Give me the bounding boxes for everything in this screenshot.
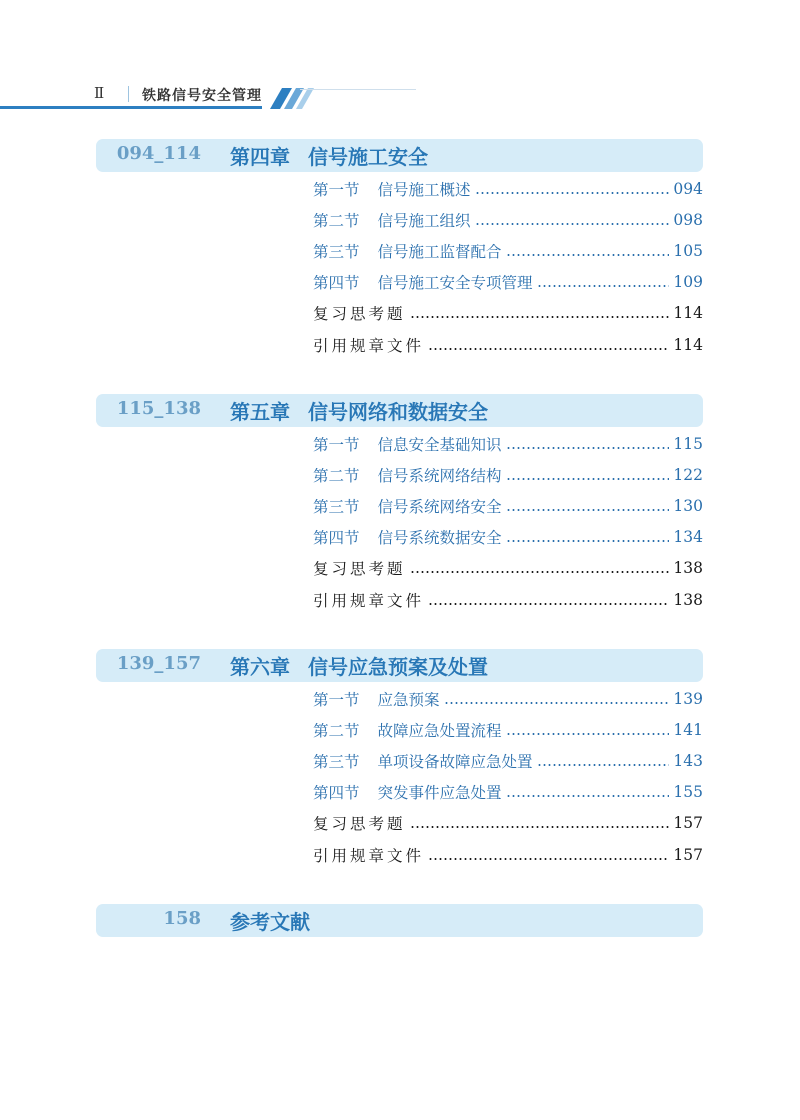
toc-references <box>96 904 703 937</box>
section-number: 第三节 <box>313 242 360 261</box>
chapter-bar[interactable] <box>96 394 703 427</box>
entry-title: 引用规章文件 <box>313 846 425 865</box>
section-number: 第一节 <box>313 690 360 709</box>
book-title: 铁路信号安全管理 <box>142 88 262 104</box>
section-number: 第一节 <box>313 435 360 454</box>
section-number: 第四节 <box>313 784 360 803</box>
references-bar[interactable] <box>96 904 703 937</box>
toc-entry[interactable] <box>313 714 703 745</box>
chapter-title: 信号应急预案及处置 <box>308 655 488 679</box>
entry-page: 109 <box>673 273 703 292</box>
toc-entry[interactable] <box>313 683 703 714</box>
references-page: 158 <box>163 908 201 929</box>
entry-page: 157 <box>673 845 703 864</box>
section-number: 第一节 <box>313 180 360 199</box>
leader-dots <box>428 348 669 350</box>
toc-entry[interactable] <box>313 777 703 808</box>
toc-entry[interactable] <box>313 173 703 204</box>
entry-page: 130 <box>673 496 703 515</box>
leader-dots <box>410 826 670 828</box>
entry-page: 115 <box>673 434 703 453</box>
leader-dots <box>444 702 670 704</box>
toc-entry[interactable] <box>313 428 703 459</box>
entry-page: 122 <box>673 465 703 484</box>
header-separator <box>128 86 129 102</box>
section-title: 应急预案 <box>377 690 440 709</box>
toc-entry[interactable] <box>313 490 703 521</box>
leader-dots <box>410 316 670 318</box>
section-number: 第三节 <box>313 752 360 771</box>
entry-title: 引用规章文件 <box>313 336 425 355</box>
entry-page: 105 <box>673 241 703 260</box>
entry-page: 098 <box>673 210 703 229</box>
toc-entry[interactable] <box>313 235 703 266</box>
leader-dots <box>475 192 670 194</box>
entry-page: 139 <box>673 689 703 708</box>
chapter-page-range: 115_138 <box>116 398 201 419</box>
toc-entry[interactable] <box>313 584 703 615</box>
toc-entry[interactable] <box>313 808 703 839</box>
leader-dots <box>506 540 670 542</box>
leader-dots <box>475 223 670 225</box>
section-title: 突发事件应急处置 <box>377 784 502 803</box>
chapter-page-range: 094_114 <box>116 143 201 164</box>
chapter-bar[interactable] <box>96 139 703 172</box>
entry-page: 134 <box>673 528 703 547</box>
leader-dots <box>506 478 670 480</box>
entry-page: 143 <box>673 751 703 770</box>
header-stripes-icon <box>262 88 322 109</box>
section-number: 第四节 <box>313 274 360 293</box>
page-number: Ⅱ <box>94 84 105 102</box>
entry-title: 复习思考题 <box>313 815 406 834</box>
chapter-number: 第六章 <box>230 655 290 679</box>
section-title: 信号施工安全专项管理 <box>377 274 533 293</box>
section-title: 信号施工监督配合 <box>377 242 502 261</box>
chapter-page-range: 139_157 <box>116 653 201 674</box>
chapter-title: 信号网络和数据安全 <box>308 400 488 424</box>
toc-entry[interactable] <box>313 745 703 776</box>
leader-dots <box>537 764 670 766</box>
section-title: 单项设备故障应急处置 <box>377 752 533 771</box>
references-title: 参考文献 <box>230 910 310 934</box>
toc-entry[interactable] <box>313 204 703 235</box>
entry-page: 138 <box>673 559 703 578</box>
leader-dots <box>506 447 670 449</box>
leader-dots <box>428 603 669 605</box>
section-number: 第二节 <box>313 466 360 485</box>
toc-entry[interactable] <box>313 329 703 360</box>
toc-entry[interactable] <box>313 298 703 329</box>
leader-dots <box>410 571 670 573</box>
entry-page: 114 <box>673 304 703 323</box>
section-number: 第二节 <box>313 211 360 230</box>
header-thin-rule <box>300 89 416 90</box>
toc-chapter <box>96 139 703 360</box>
leader-dots <box>506 509 670 511</box>
toc-entry[interactable] <box>313 553 703 584</box>
entry-page: 094 <box>673 179 703 198</box>
chapter-number: 第五章 <box>230 400 290 424</box>
leader-dots <box>506 254 670 256</box>
toc-entry[interactable] <box>313 522 703 553</box>
header-rule <box>0 106 262 109</box>
entry-title: 复习思考题 <box>313 560 406 579</box>
toc-entry[interactable] <box>313 459 703 490</box>
section-title: 信号施工概述 <box>377 180 471 199</box>
section-title: 故障应急处置流程 <box>377 721 502 740</box>
entry-title: 引用规章文件 <box>313 591 425 610</box>
section-number: 第二节 <box>313 721 360 740</box>
chapter-number: 第四章 <box>230 145 290 169</box>
entry-page: 114 <box>673 335 703 354</box>
leader-dots <box>537 285 670 287</box>
section-title: 信号系统网络结构 <box>377 466 502 485</box>
chapter-title: 信号施工安全 <box>308 145 428 169</box>
toc-entry[interactable] <box>313 267 703 298</box>
leader-dots <box>428 858 669 860</box>
section-number: 第四节 <box>313 529 360 548</box>
leader-dots <box>506 795 670 797</box>
chapter-bar[interactable] <box>96 649 703 682</box>
section-number: 第三节 <box>313 497 360 516</box>
section-title: 信号施工组织 <box>377 211 471 230</box>
section-title: 信号系统网络安全 <box>377 497 502 516</box>
entry-page: 138 <box>673 590 703 609</box>
leader-dots <box>506 733 670 735</box>
page-header <box>0 80 800 114</box>
entry-page: 155 <box>673 783 703 802</box>
toc-entry[interactable] <box>313 839 703 870</box>
entry-page: 157 <box>673 814 703 833</box>
entry-page: 141 <box>673 720 703 739</box>
section-title: 信号系统数据安全 <box>377 529 502 548</box>
section-title: 信息安全基础知识 <box>377 435 502 454</box>
entry-title: 复习思考题 <box>313 305 406 324</box>
toc-chapter <box>96 649 703 870</box>
toc-chapter <box>96 394 703 615</box>
